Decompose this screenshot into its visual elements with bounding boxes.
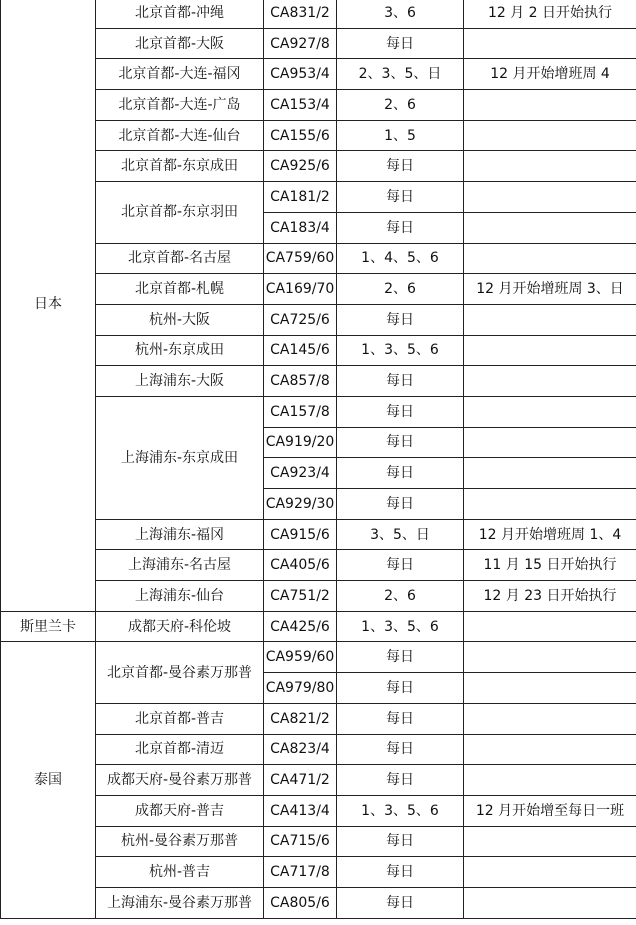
flight-number-cell: CA405/6 <box>264 550 337 581</box>
operating-days-cell: 每日 <box>337 489 464 520</box>
note-cell <box>464 182 636 213</box>
operating-days-cell: 每日 <box>337 28 464 59</box>
note-cell <box>464 243 636 274</box>
route-cell: 北京首都-东京羽田 <box>96 182 264 243</box>
flight-number-cell: CA155/6 <box>264 120 337 151</box>
operating-days-cell: 每日 <box>337 765 464 796</box>
operating-days-cell: 每日 <box>337 673 464 704</box>
flight-number-cell: CA929/30 <box>264 489 337 520</box>
operating-days-cell: 2、6 <box>337 581 464 612</box>
note-cell: 12 月开始增班周 4 <box>464 59 636 90</box>
note-cell: 12 月开始增班周 3、日 <box>464 274 636 305</box>
note-cell <box>464 458 636 489</box>
operating-days-cell: 每日 <box>337 396 464 427</box>
flight-number-cell: CA923/4 <box>264 458 337 489</box>
flight-number-cell: CA425/6 <box>264 611 337 642</box>
flight-number-cell: CA183/4 <box>264 212 337 243</box>
table-row <box>1 765 636 796</box>
route-cell: 北京首都-东京成田 <box>96 151 264 182</box>
route-cell: 成都天府-普吉 <box>96 795 264 826</box>
table-row <box>1 243 636 274</box>
note-cell <box>464 611 636 642</box>
table-row <box>1 611 636 642</box>
route-cell: 北京首都-大连-福冈 <box>96 59 264 90</box>
route-cell: 成都天府-科伦坡 <box>96 611 264 642</box>
route-cell: 上海浦东-东京成田 <box>96 396 264 519</box>
flight-number-cell: CA153/4 <box>264 90 337 121</box>
operating-days-cell: 每日 <box>337 550 464 581</box>
flight-number-cell: CA759/60 <box>264 243 337 274</box>
route-cell: 上海浦东-曼谷素万那普 <box>96 887 264 918</box>
table-row <box>1 151 636 182</box>
table-row <box>1 734 636 765</box>
table-row <box>1 550 636 581</box>
flight-number-cell: CA823/4 <box>264 734 337 765</box>
note-cell <box>464 304 636 335</box>
flight-number-cell: CA919/20 <box>264 427 337 458</box>
operating-days-cell: 1、3、5、6 <box>337 611 464 642</box>
operating-days-cell: 1、3、5、6 <box>337 795 464 826</box>
flight-number-cell: CA857/8 <box>264 366 337 397</box>
note-cell <box>464 857 636 888</box>
operating-days-cell: 每日 <box>337 427 464 458</box>
route-cell: 北京首都-冲绳 <box>96 0 264 28</box>
route-cell: 北京首都-名古屋 <box>96 243 264 274</box>
note-cell: 12 月开始增班周 1、4 <box>464 519 636 550</box>
table-row <box>1 335 636 366</box>
table-row <box>1 642 636 673</box>
flight-number-cell: CA927/8 <box>264 28 337 59</box>
note-cell: 12 月开始增至每日一班 <box>464 795 636 826</box>
note-cell <box>464 642 636 673</box>
note-cell <box>464 120 636 151</box>
operating-days-cell: 3、6 <box>337 0 464 28</box>
note-cell <box>464 90 636 121</box>
table-row <box>1 120 636 151</box>
operating-days-cell: 1、4、5、6 <box>337 243 464 274</box>
note-cell <box>464 765 636 796</box>
table-row <box>1 274 636 305</box>
route-cell: 杭州-普吉 <box>96 857 264 888</box>
country-cell: 斯里兰卡 <box>1 611 96 642</box>
operating-days-cell: 每日 <box>337 703 464 734</box>
route-cell: 杭州-大阪 <box>96 304 264 335</box>
table-row <box>1 396 636 427</box>
note-cell <box>464 335 636 366</box>
flight-number-cell: CA831/2 <box>264 0 337 28</box>
operating-days-cell: 每日 <box>337 887 464 918</box>
table-row <box>1 826 636 857</box>
note-cell <box>464 489 636 520</box>
operating-days-cell: 每日 <box>337 826 464 857</box>
table-row <box>1 887 636 918</box>
flight-number-cell: CA821/2 <box>264 703 337 734</box>
note-cell <box>464 427 636 458</box>
route-cell: 杭州-东京成田 <box>96 335 264 366</box>
route-cell: 杭州-曼谷素万那普 <box>96 826 264 857</box>
flight-number-cell: CA413/4 <box>264 795 337 826</box>
country-cell: 泰国 <box>1 642 96 918</box>
table-row <box>1 581 636 612</box>
flight-number-cell: CA979/80 <box>264 673 337 704</box>
operating-days-cell: 每日 <box>337 857 464 888</box>
operating-days-cell: 每日 <box>337 642 464 673</box>
operating-days-cell: 2、6 <box>337 274 464 305</box>
note-cell: 12 月 2 日开始执行 <box>464 0 636 28</box>
table-row <box>1 366 636 397</box>
operating-days-cell: 1、3、5、6 <box>337 335 464 366</box>
note-cell <box>464 366 636 397</box>
table-row <box>1 182 636 213</box>
flight-number-cell: CA717/8 <box>264 857 337 888</box>
note-cell <box>464 703 636 734</box>
flight-number-cell: CA157/8 <box>264 396 337 427</box>
table-row <box>1 0 636 28</box>
flight-number-cell: CA959/60 <box>264 642 337 673</box>
route-cell: 北京首都-大连-广岛 <box>96 90 264 121</box>
flight-number-cell: CA181/2 <box>264 182 337 213</box>
operating-days-cell: 3、5、日 <box>337 519 464 550</box>
operating-days-cell: 每日 <box>337 366 464 397</box>
flight-number-cell: CA751/2 <box>264 581 337 612</box>
note-cell <box>464 887 636 918</box>
country-cell: 日本 <box>1 0 96 611</box>
note-cell: 12 月 23 日开始执行 <box>464 581 636 612</box>
table-row <box>1 59 636 90</box>
flight-number-cell: CA145/6 <box>264 335 337 366</box>
note-cell <box>464 826 636 857</box>
table-row <box>1 795 636 826</box>
route-cell: 上海浦东-仙台 <box>96 581 264 612</box>
route-cell: 北京首都-清迈 <box>96 734 264 765</box>
operating-days-cell: 每日 <box>337 304 464 335</box>
operating-days-cell: 每日 <box>337 458 464 489</box>
route-cell: 北京首都-普吉 <box>96 703 264 734</box>
operating-days-cell: 2、3、5、日 <box>337 59 464 90</box>
route-cell: 成都天府-曼谷素万那普 <box>96 765 264 796</box>
route-cell: 上海浦东-大阪 <box>96 366 264 397</box>
flight-number-cell: CA169/70 <box>264 274 337 305</box>
route-cell: 上海浦东-名古屋 <box>96 550 264 581</box>
note-cell <box>464 734 636 765</box>
operating-days-cell: 1、5 <box>337 120 464 151</box>
note-cell <box>464 151 636 182</box>
flight-number-cell: CA725/6 <box>264 304 337 335</box>
table-row <box>1 703 636 734</box>
flight-number-cell: CA953/4 <box>264 59 337 90</box>
operating-days-cell: 每日 <box>337 182 464 213</box>
flight-number-cell: CA471/2 <box>264 765 337 796</box>
table-row <box>1 90 636 121</box>
operating-days-cell: 每日 <box>337 734 464 765</box>
route-cell: 北京首都-曼谷素万那普 <box>96 642 264 703</box>
flight-number-cell: CA915/6 <box>264 519 337 550</box>
note-cell <box>464 396 636 427</box>
note-cell <box>464 212 636 243</box>
table-row <box>1 28 636 59</box>
route-cell: 北京首都-札幌 <box>96 274 264 305</box>
table-row <box>1 304 636 335</box>
table-row <box>1 857 636 888</box>
operating-days-cell: 每日 <box>337 151 464 182</box>
route-cell: 北京首都-大阪 <box>96 28 264 59</box>
route-cell: 北京首都-大连-仙台 <box>96 120 264 151</box>
flight-number-cell: CA715/6 <box>264 826 337 857</box>
flight-number-cell: CA805/6 <box>264 887 337 918</box>
note-cell: 11 月 15 日开始执行 <box>464 550 636 581</box>
operating-days-cell: 2、6 <box>337 90 464 121</box>
note-cell <box>464 673 636 704</box>
note-cell <box>464 28 636 59</box>
table-row <box>1 519 636 550</box>
operating-days-cell: 每日 <box>337 212 464 243</box>
route-cell: 上海浦东-福冈 <box>96 519 264 550</box>
schedule-body <box>1 0 636 918</box>
flight-number-cell: CA925/6 <box>264 151 337 182</box>
